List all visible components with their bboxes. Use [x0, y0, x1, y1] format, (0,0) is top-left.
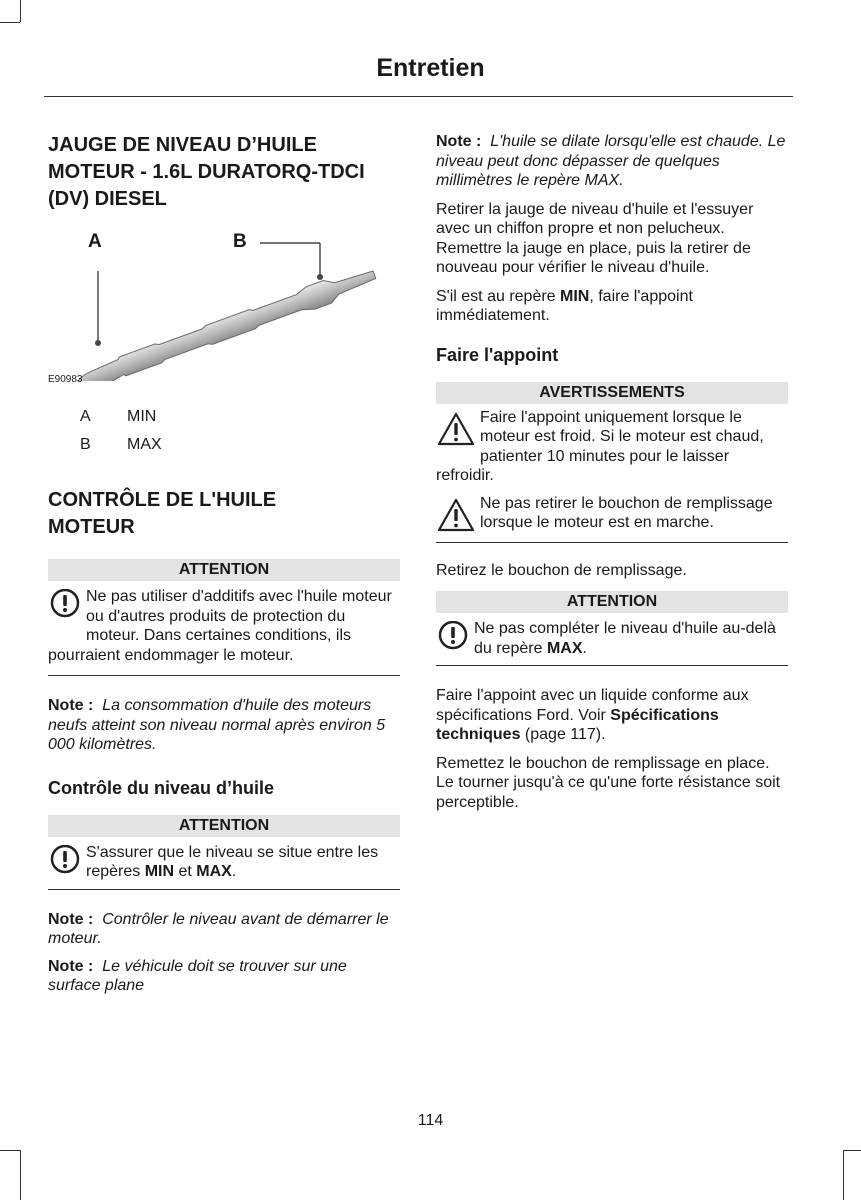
note: [436, 132, 788, 191]
warning-text: Ne pas retirer le bouchon de remplissage lorsque le moteur est en marche.: [480, 494, 773, 531]
note-text: Contrôler le niveau avant de démarrer le moteur.: [48, 910, 389, 947]
crop-mark: [843, 1150, 861, 1151]
attention-text: .: [582, 639, 587, 657]
warning-box: [436, 408, 788, 486]
attention-text: et: [174, 863, 197, 880]
note: [48, 696, 400, 755]
note-label: Note :: [48, 910, 94, 928]
attention-bold-max: MAX: [196, 863, 232, 880]
attention-banner: ATTENTION: [436, 591, 788, 613]
note: [48, 910, 400, 949]
crop-mark: [20, 0, 21, 22]
warning-box: [436, 494, 788, 536]
legend-row: [48, 407, 400, 427]
dipstick-illustration: [48, 231, 378, 381]
section-title-oil-check: CONTRÔLE DE L'HUILE MOTEUR: [48, 489, 277, 538]
attention-bold-min: MIN: [144, 863, 175, 880]
attention-text: .: [231, 863, 237, 880]
page-header-title: Entretien: [376, 54, 485, 82]
dipstick-figure: [48, 231, 378, 385]
legend-key: B: [80, 436, 91, 453]
crop-mark: [20, 1150, 21, 1200]
divider: [48, 889, 400, 890]
note-label: Note :: [48, 697, 94, 714]
note-text: L'huile se dilate lorsqu'elle est chaude. Le niveau peut donc dépasser de quelques millimètres le repère MAX.: [436, 133, 786, 189]
warnings-banner: AVERTISSEMENTS: [436, 382, 788, 404]
crop-mark: [0, 22, 20, 23]
caution-icon: [48, 589, 82, 629]
attention-banner: ATTENTION: [48, 815, 400, 837]
subsection-title-level-check: Contrôle du niveau d’huile: [48, 777, 275, 798]
legend-value: MIN: [127, 408, 157, 425]
page-number: 114: [417, 1112, 444, 1129]
crop-mark: [843, 1150, 844, 1200]
warning-text: Faire l'appoint uniquement lorsque le moteur est froid. Si le moteur est chaud, patienter 10 minutes pour le laisser refroidir.: [436, 408, 764, 484]
attention-text: S'assurer que le niveau se situe entre les repères: [86, 843, 379, 880]
divider: [436, 542, 788, 543]
attention-box: [436, 619, 788, 661]
divider: [48, 675, 400, 676]
paragraph: [436, 287, 788, 326]
crop-mark: [0, 1150, 20, 1151]
figure-label-b: B: [233, 231, 247, 252]
attention-text: Ne pas utiliser d'additifs avec l'huile moteur ou d'autres produits de protection du moteur. Dans certaines conditions, ils pourraient endommager le moteur.: [48, 588, 392, 664]
paragraph-text: (page 117).: [520, 726, 606, 743]
note-text: La consommation d'huile des moteurs neufs atteint son niveau normal après environ 5 000 kilomètres.: [48, 697, 386, 753]
caution-icon: [436, 621, 470, 661]
attention-text: Ne pas compléter le niveau d'huile au-delà du repère: [474, 620, 776, 657]
paragraph-text: S'il est au repère: [436, 287, 561, 305]
paragraph-text: , faire l'appoint immédiatement.: [436, 287, 693, 324]
caution-icon: [48, 845, 82, 885]
legend: [48, 407, 400, 455]
legend-value: MAX: [127, 436, 162, 453]
warning-triangle-icon: [436, 496, 476, 536]
header-divider: [44, 96, 793, 97]
legend-row: [48, 435, 400, 455]
paragraph-bold-min: MIN: [560, 287, 590, 305]
subsection-title-top-up: Faire l'appoint: [436, 344, 559, 365]
paragraph: Retirer la jauge de niveau d'huile et l'essuyer avec un chiffon propre et non pelucheux. Remettre la jauge en place, puis la retirer de nouveau pour vérifier le niveau d'huile.: [436, 200, 754, 276]
paragraph-text: Faire l'appoint avec un liquide conforme aux spécifications Ford. Voir: [436, 687, 749, 724]
attention-box: [48, 843, 400, 885]
paragraph: Retirez le bouchon de remplissage.: [436, 561, 687, 579]
warning-triangle-icon: [436, 410, 476, 450]
note: [48, 957, 400, 996]
note-label: Note :: [48, 957, 94, 975]
paragraph: [436, 686, 788, 745]
attention-banner: ATTENTION: [48, 559, 400, 581]
section-title-dipstick: JAUGE DE NIVEAU D’HUILE MOTEUR - 1.6L DURATORQ-TDCI (DV) DIESEL: [48, 134, 365, 210]
left-column: [48, 132, 400, 996]
paragraph: Remettez le bouchon de remplissage en place. Le tourner jusqu'à ce qu'une forte résistance soit perceptible.: [436, 754, 781, 811]
legend-key: A: [80, 408, 91, 425]
divider: [436, 665, 788, 666]
right-column: [436, 132, 788, 812]
attention-bold-max: MAX: [546, 639, 583, 657]
figure-label-a: A: [88, 231, 102, 252]
note-label: Note :: [436, 133, 482, 150]
specifications-link[interactable]: Spécifications techniques: [436, 706, 719, 743]
note-text: Le véhicule doit se trouver sur une surface plane: [48, 957, 347, 994]
figure-id: E90983: [48, 374, 83, 385]
attention-box: [48, 587, 400, 665]
